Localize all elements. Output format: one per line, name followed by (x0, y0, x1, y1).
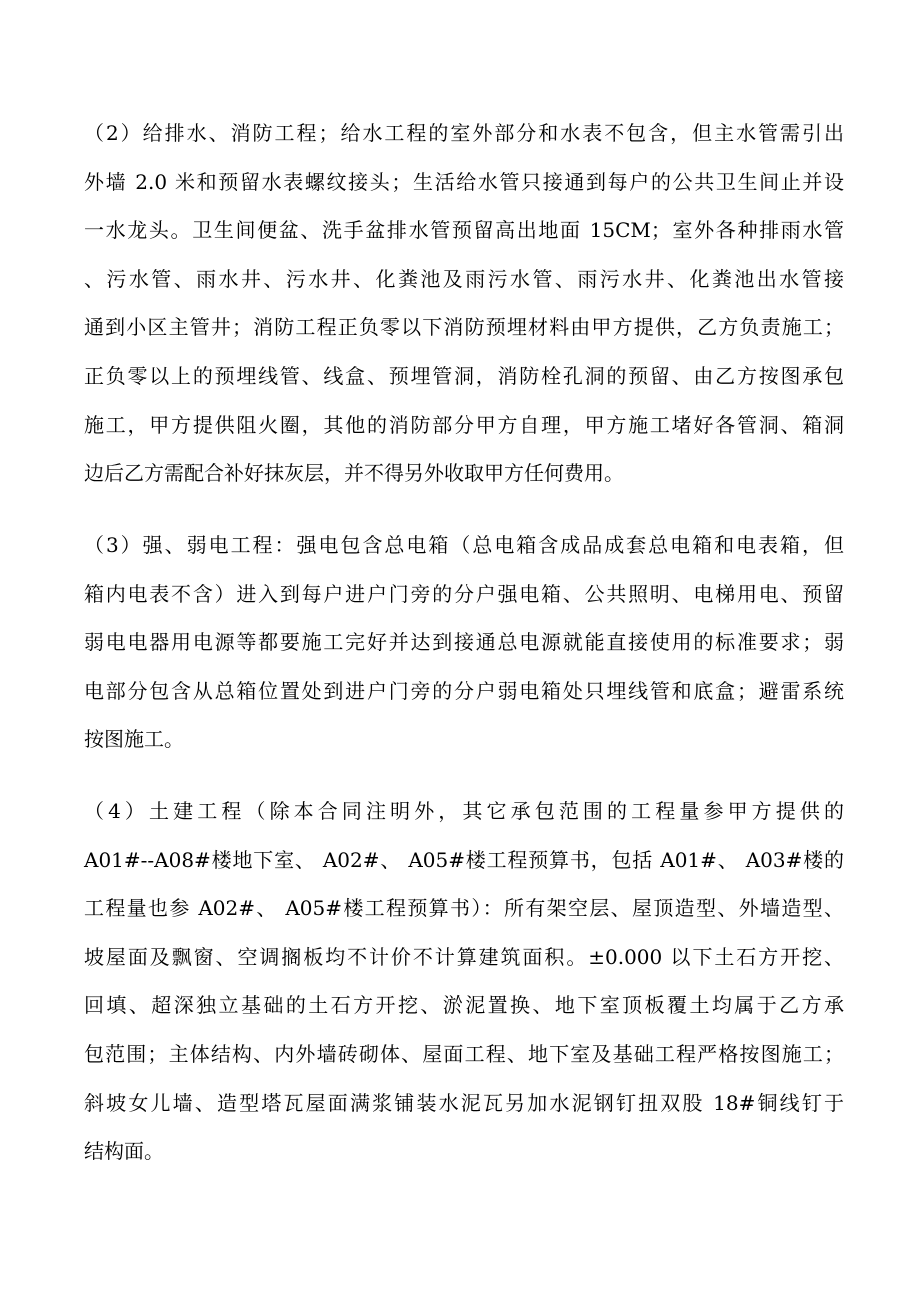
paragraph-electrical (84, 521, 844, 764)
text-line: 坡屋面及飘窗、空调搁板均不计价不计算建筑面积。±0.000 以下土石方开挖、 (84, 944, 844, 969)
text-line: 正负零以上的预埋线管、线盒、预埋管洞，消防栓孔洞的预留、由乙方按图承包 (84, 363, 844, 388)
text-line: 外墙 2.0 米和预留水表螺纹接头；生活给水管只接通到每户的公共卫生间止并设 (84, 169, 844, 194)
text-line: （3）强、弱电工程：强电包含总电箱（总电箱含成品成套总电箱和电表箱，但 (84, 533, 844, 557)
text-line: （2）给排水、消防工程；给水工程的室外部分和水表不包含，但主水管需引出 (84, 121, 844, 145)
text-line: 回填、超深独立基础的土石方开挖、淤泥置换、地下室顶板覆土均属于乙方承 (84, 993, 844, 1018)
text-line: 通到小区主管井；消防工程正负零以下消防预埋材料由甲方提供，乙方负责施工； (84, 315, 844, 340)
text-line: 电部分包含从总箱位置处到进户门旁的分户弱电箱处只埋线管和底盒；避雷系统 (84, 678, 844, 703)
text-line: 箱内电表不含）进入到每户进户门旁的分户强电箱、公共照明、电梯用电、预留 (84, 581, 844, 606)
text-line: A01#--A08#楼地下室、 A02#、 A05#楼工程预算书，包括 A01#、 A03#楼的 (84, 847, 844, 872)
text-line: （4）土建工程（除本合同注明外，其它承包范围的工程量参甲方提供的 (84, 799, 844, 823)
text-line: 工程量也参 A02#、 A05#楼工程预算书）：所有架空层、屋顶造型、外墙造型、 (84, 896, 844, 921)
text-line: 施工，甲方提供阻火圈，其他的消防部分甲方自理，甲方施工堵好各管洞、箱洞 (84, 412, 844, 437)
text-line: 、污水管、雨水井、污水井、化粪池及雨污水管、雨污水井、化粪池出水管接 (84, 266, 844, 291)
text-line: 弱电电器用电源等都要施工完好并达到接通总电源就能直接使用的标准要求；弱 (84, 630, 844, 655)
paragraph-civil (84, 787, 844, 1176)
text-line: 边后乙方需配合补好抹灰层，并不得另外收取甲方任何费用。 (84, 461, 624, 486)
text-line: 斜坡女儿墙、造型塔瓦屋面满浆铺装水泥瓦另加水泥钢钉扭双股 18#铜线钉于 (84, 1090, 844, 1115)
text-line: 结构面。 (84, 1139, 164, 1164)
paragraph-plumbing-fire (84, 109, 844, 498)
text-line: 包范围；主体结构、内外墙砖砌体、屋面工程、地下室及基础工程严格按图施工； (84, 1041, 844, 1066)
text-line: 按图施工。 (84, 727, 184, 752)
text-line: 一水龙头。卫生间便盆、洗手盆排水管预留高出地面 15CM；室外各种排雨水管 (84, 218, 844, 243)
